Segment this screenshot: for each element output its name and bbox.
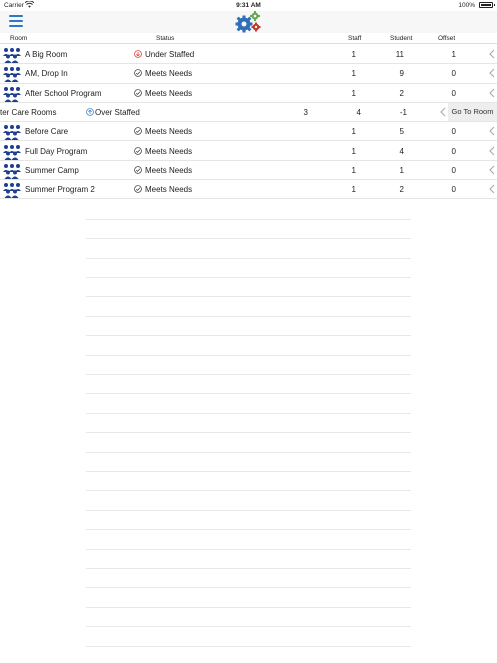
check-circle-icon xyxy=(134,166,142,174)
staff-count: 1 xyxy=(351,88,356,98)
row-separator xyxy=(86,529,411,530)
table-row[interactable] xyxy=(0,122,497,141)
room-status: Over Staffed xyxy=(95,107,140,117)
row-separator xyxy=(86,393,411,394)
row-separator xyxy=(86,219,411,220)
room-group-icon xyxy=(2,163,22,179)
student-count: 2 xyxy=(399,88,404,98)
student-count: 4 xyxy=(399,146,404,156)
row-separator xyxy=(86,510,411,511)
room-name: Full Day Program xyxy=(25,146,88,156)
room-group-icon xyxy=(2,124,22,140)
chevron-left-icon[interactable] xyxy=(489,165,495,175)
row-separator xyxy=(86,587,411,588)
arrow-up-circle-icon xyxy=(86,108,94,116)
chevron-left-icon[interactable] xyxy=(489,49,495,59)
room-name: Before Care xyxy=(25,127,69,137)
row-separator xyxy=(86,432,411,433)
room-name: AM, Drop In xyxy=(25,69,68,79)
room-group-icon xyxy=(2,86,22,102)
column-student: Student xyxy=(390,35,413,42)
column-offset: Offset xyxy=(438,35,456,42)
staff-count: 3 xyxy=(303,107,308,117)
chevron-left-icon[interactable] xyxy=(489,88,495,98)
room-status: Meets Needs xyxy=(145,127,193,137)
column-room: Room xyxy=(10,35,28,42)
column-status: Status xyxy=(156,35,175,42)
row-separator xyxy=(86,277,411,278)
student-count: 11 xyxy=(395,50,404,59)
student-count: 1 xyxy=(399,165,404,175)
table-row[interactable] xyxy=(0,180,497,199)
gears-icon xyxy=(233,11,263,35)
staff-count: 1 xyxy=(351,50,356,59)
room-name: After School Program xyxy=(25,88,102,98)
row-separator xyxy=(86,549,411,550)
row-separator xyxy=(86,374,411,375)
clock: 9:31 AM xyxy=(236,2,261,9)
offset-value: 0 xyxy=(451,127,456,137)
row-separator xyxy=(86,413,411,414)
room-status: Meets Needs xyxy=(145,146,193,156)
row-separator xyxy=(86,471,411,472)
offset-value: 0 xyxy=(451,146,456,156)
room-status: Meets Needs xyxy=(145,88,193,98)
offset-value: 0 xyxy=(451,165,456,175)
table-row[interactable] xyxy=(0,84,497,103)
check-circle-icon xyxy=(134,69,142,77)
room-status: Meets Needs xyxy=(145,185,193,195)
student-count: 2 xyxy=(399,185,404,195)
battery-icon xyxy=(479,2,493,8)
row-separator xyxy=(86,238,411,239)
room-name: Summer Program 2 xyxy=(25,185,95,195)
status-bar xyxy=(0,0,497,11)
student-count: 5 xyxy=(399,127,404,137)
table-row[interactable] xyxy=(0,103,497,122)
row-separator xyxy=(86,452,411,453)
nav-bar xyxy=(0,11,497,33)
chevron-left-icon[interactable] xyxy=(489,146,495,156)
room-group-icon xyxy=(2,66,22,82)
check-circle-icon xyxy=(134,89,142,97)
check-circle-icon xyxy=(134,185,142,193)
offset-value: 0 xyxy=(451,69,456,79)
staff-count: 1 xyxy=(351,127,356,137)
room-status: Under Staffed xyxy=(145,50,195,59)
table-row[interactable] xyxy=(0,161,497,180)
row-separator xyxy=(86,568,411,569)
row-separator xyxy=(86,490,411,491)
offset-value: 0 xyxy=(451,185,456,195)
table-row[interactable] xyxy=(0,142,497,161)
room-group-icon xyxy=(2,182,22,198)
hamburger-icon[interactable] xyxy=(9,15,23,27)
staff-count: 1 xyxy=(351,165,356,175)
staff-count: 1 xyxy=(351,185,356,195)
chevron-left-icon[interactable] xyxy=(440,107,446,117)
room-name: ter Care Rooms xyxy=(0,107,57,117)
chevron-left-icon[interactable] xyxy=(489,126,495,136)
chevron-left-icon[interactable] xyxy=(489,184,495,194)
offset-value: -1 xyxy=(399,107,407,117)
battery-percent: 100% xyxy=(458,2,475,9)
row-separator xyxy=(86,296,411,297)
row-separator xyxy=(86,646,411,647)
offset-value: 1 xyxy=(451,50,456,59)
room-status: Meets Needs xyxy=(145,69,193,79)
row-separator xyxy=(86,607,411,608)
arrow-down-circle-icon xyxy=(134,50,142,58)
row-separator xyxy=(86,355,411,356)
room-name: A Big Room xyxy=(25,50,68,59)
offset-value: 0 xyxy=(451,88,456,98)
room-group-icon xyxy=(2,144,22,160)
check-circle-icon xyxy=(134,127,142,135)
column-header xyxy=(0,33,497,44)
student-count: 4 xyxy=(356,107,361,117)
carrier-label: Carrier xyxy=(4,2,24,9)
table-row[interactable] xyxy=(0,64,497,83)
staff-count: 1 xyxy=(351,146,356,156)
check-circle-icon xyxy=(134,147,142,155)
row-separator xyxy=(86,626,411,627)
student-count: 9 xyxy=(399,69,404,79)
row-separator xyxy=(86,258,411,259)
row-separator xyxy=(86,335,411,336)
row-separator xyxy=(86,316,411,317)
chevron-left-icon[interactable] xyxy=(489,68,495,78)
staff-count: 1 xyxy=(351,69,356,79)
room-name: Summer Camp xyxy=(25,165,79,175)
room-group-icon xyxy=(2,47,22,63)
room-status: Meets Needs xyxy=(145,165,193,175)
table-row[interactable] xyxy=(0,45,497,64)
go-to-room-button[interactable]: Go To Room xyxy=(448,103,497,121)
column-staff: Staff xyxy=(348,35,362,42)
